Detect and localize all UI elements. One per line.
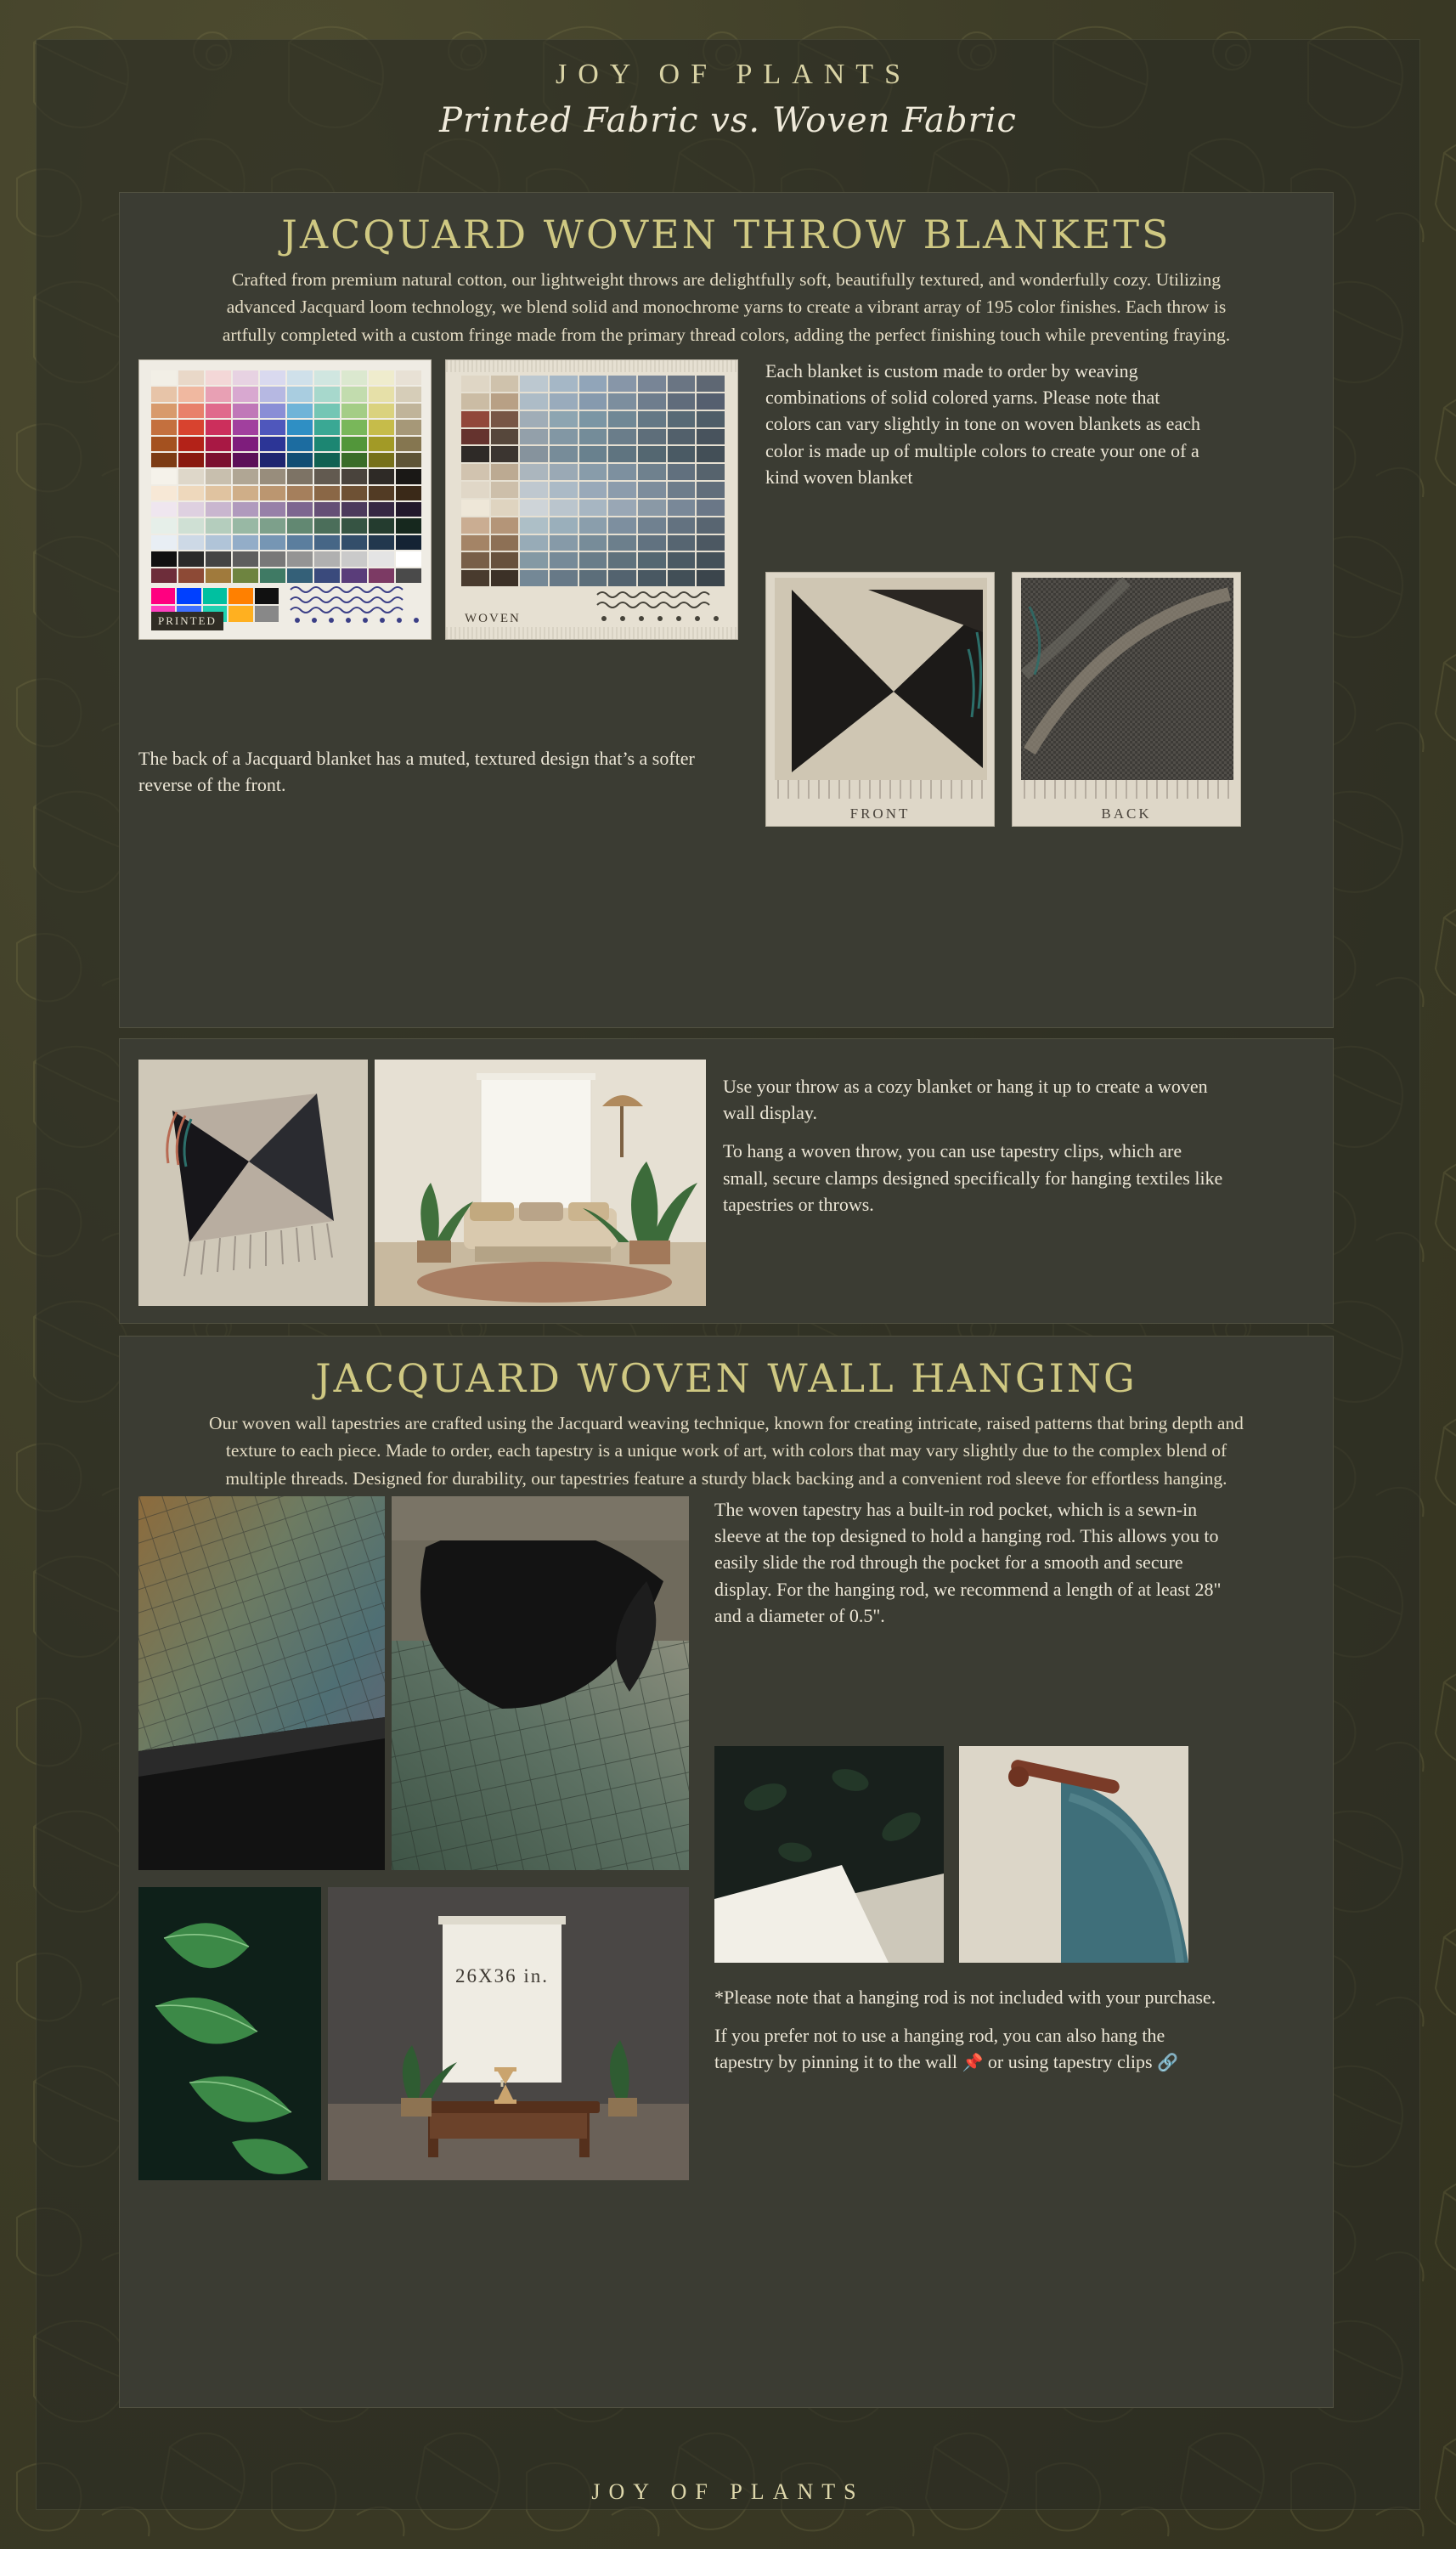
brand-title: JOY OF PLANTS [555, 59, 911, 90]
woven-swatch-image [445, 359, 738, 640]
woven-wave-icon [595, 588, 728, 627]
folded-blanket-photo [138, 1060, 368, 1306]
rod-pocket-text: The woven tapestry has a built-in rod pocket, which is a sewn-in sleeve at the top designed to hold a hanging rod. This allows you to easily slide the rod through the pocket for a smooth and secure display. For the hanging rod, we recommend a length of at least 28" and a diameter of 0.5". [714, 1499, 1222, 1626]
room-wall-display-photo [375, 1060, 706, 1306]
masthead [37, 59, 1419, 140]
blanket-back-text: The back of a Jacquard blanket has a muted, textured design that’s a softer reverse of the front. [138, 748, 695, 796]
printed-wave-icon [289, 583, 421, 625]
blanket-side-text: Each blanket is custom made to order by weaving combinations of solid colored yarns. Please note that colors can vary slightly in tone on woven blankets as each color is made up of multiple colors to create your one of a kind woven blanket [765, 360, 1200, 488]
pin-text-before: If you prefer not to use a hanging rod, you can also hang the tapestry by pinning it to the wall [714, 2025, 1165, 2073]
hanging-rod-photo [959, 1746, 1188, 1963]
footer-brand: JOY OF PLANTS [591, 2479, 865, 2504]
section-throw-blankets [119, 192, 1334, 1028]
tapestry-backing-photo-2 [392, 1496, 689, 1870]
front-caption: FRONT [849, 805, 911, 822]
blanket-front-photo [765, 572, 995, 827]
back-caption: BACK [1101, 805, 1152, 822]
poster-size-label: 26X36 in. [455, 1965, 549, 1987]
section-title-wall: JACQUARD WOVEN WALL HANGING [315, 1355, 1137, 1401]
pin-text-middle: or using tapestry clips [983, 2051, 1158, 2073]
tapestry-backing-photo-1 [138, 1496, 385, 1870]
printed-swatch-image [138, 359, 432, 640]
woven-label: WOVEN [465, 612, 521, 625]
usage-text: Use your throw as a cozy blanket or hang it up to create a woven wall display. To hang a woven throw, you can use tapestry clips, which are small, secure clamps designed specifically for hanging textiles like tapestries or throws. [723, 1076, 1223, 1215]
poster-room-photo [328, 1887, 689, 2180]
rod-note-text: *Please note that a hanging rod is not included with your purchase. If you prefer not to use a hanging rod, you can also hang the tapestry by pinning it to the wall 📌 or using tapestry clips 🔗 [714, 1987, 1216, 2073]
section-title-blankets: JACQUARD WOVEN THROW BLANKETS [281, 212, 1171, 257]
section-intro-blankets: Crafted from premium natural cotton, our lightweight throws are delightfully soft, beautifully textured, and wonderfully cozy. Utilizing advanced Jacquard loom technology, we blend solid and monochrome yarns to create a vibrant array of 195 color finishes. Each throw is artfully completed with a custom fringe made from the primary thread colors, adding the perfect finishing touch while preventing fraying. [222, 269, 1231, 345]
blanket-back-photo [1012, 572, 1241, 827]
leaf-tapestry-photo [138, 1887, 321, 2180]
section-usage [119, 1038, 1334, 1324]
clip-icon: 🔗 [1157, 2054, 1178, 2073]
section-wall-hanging [119, 1336, 1334, 2408]
section-intro-wall: Our woven wall tapestries are crafted using the Jacquard weaving technique, known for creating intricate, raised patterns that bring depth and texture to each piece. Made to order, each tapestry is a unique work of art, with colors that may vary slightly due to the complex blend of multiple threads. Designed for durability, our tapestries feature a sturdy black backing and a convenient rod sleeve for effortless hanging. [209, 1413, 1244, 1489]
pushpin-icon: 📌 [962, 2054, 984, 2073]
printed-label: PRINTED [151, 612, 223, 630]
page-subtitle: Printed Fabric vs. Woven Fabric [439, 101, 1017, 140]
rod-pocket-detail-photo [714, 1746, 944, 1963]
